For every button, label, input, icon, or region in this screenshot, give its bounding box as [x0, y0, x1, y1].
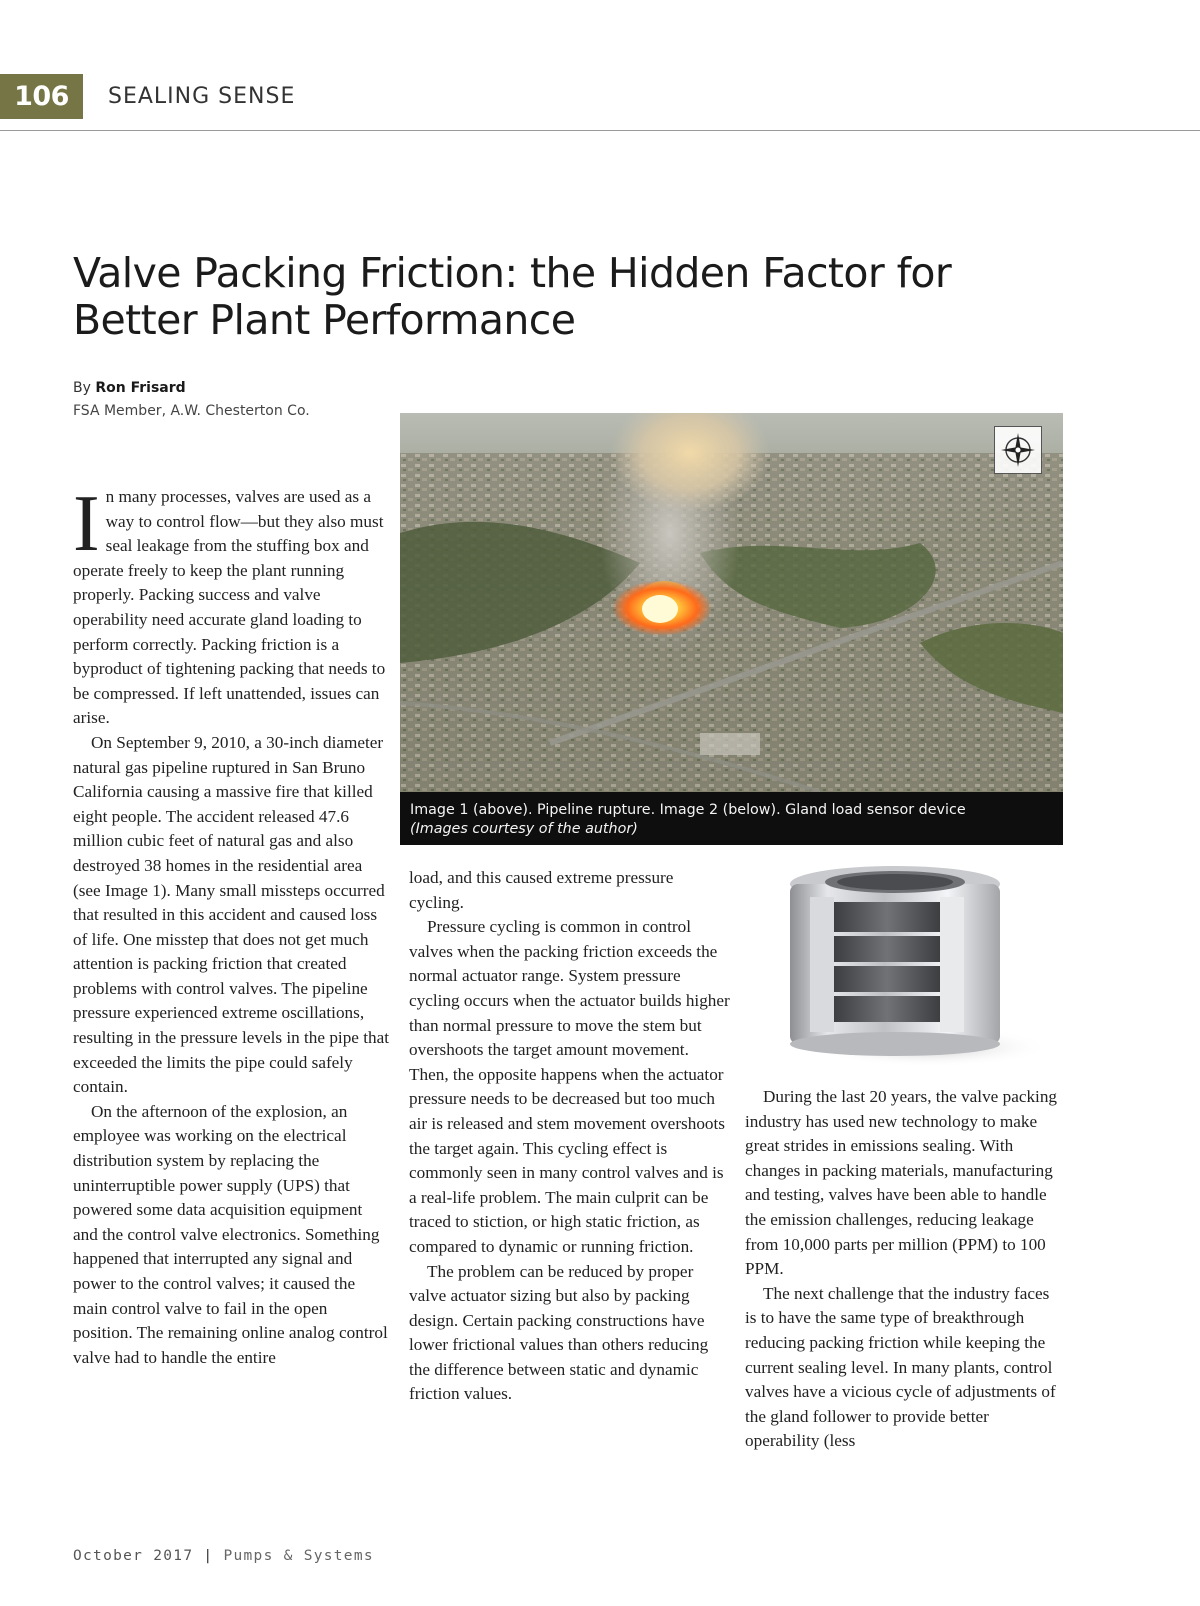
page-footer	[73, 1548, 374, 1564]
aerial-photo-pipeline-fire	[400, 413, 1063, 792]
gland-load-sensor-device-photo	[770, 862, 1050, 1072]
body-column-2	[409, 866, 731, 1407]
author-name: Ron Frisard	[95, 380, 186, 396]
compass-rose-icon	[994, 426, 1042, 474]
byline	[73, 380, 186, 396]
issue-date: October 2017	[73, 1548, 194, 1564]
caption-credit: (Images courtesy of the author)	[410, 821, 638, 837]
body-column-1	[73, 480, 391, 1370]
byline-prefix: By	[73, 380, 91, 396]
footer-separator: |	[203, 1548, 214, 1564]
paragraph: load, and this caused extreme pressure cycling.	[409, 868, 674, 912]
paragraph: On the afternoon of the explosion, an employee was working on the electrical distribution system by replacing the uninterruptible power supply (UPS) that powered some data acquisition equipment and the control valve electronics. Something happened that interrupted any signal and power to the control valves; it caused the main control valve to fail in the open position. The remaining online analog control valve had to handle the entire	[73, 1101, 388, 1367]
paragraph	[73, 480, 391, 731]
figure-caption	[400, 792, 1063, 845]
running-header	[0, 0, 1200, 132]
figure-pipeline-rupture	[400, 413, 1063, 845]
paragraph: The problem can be reduced by proper valve actuator sizing but also by packing design. Certain packing constructions have lower frictional values than others reducing the difference between static and dynamic friction values.	[409, 1261, 709, 1404]
publication-name: Pumps & Systems	[223, 1548, 374, 1564]
header-divider	[0, 130, 1200, 131]
article-title: Valve Packing Friction: the Hidden Factor for Better Plant Performance	[73, 249, 952, 344]
section-name: SEALING SENSE	[108, 84, 296, 109]
caption-text: Image 1 (above). Pipeline rupture. Image 2 (below). Gland load sensor device	[410, 802, 966, 818]
paragraph: Pressure cycling is common in control valves when the packing friction exceeds the normal actuator range. System pressure cycling occurs when the actuator builds higher than normal pressure to move the stem but overshoots the target amount movement. Then, the opposite happens when the actuator pressure needs to be decreased but too much air is released and stem movement overshoots the target again. This cycling effect is commonly seen in many control valves and is a real-life problem. The main culprit can be traced to stiction, or high static friction, as compared to dynamic or running friction.	[409, 917, 730, 1256]
author-affiliation: FSA Member, A.W. Chesterton Co.	[73, 403, 310, 419]
body-column-3	[745, 1085, 1060, 1454]
page-number: 106	[0, 74, 83, 119]
paragraph-text: n many processes, valves are used as a way to control flow—but they also must seal leakage from the stuffing box and operate freely to keep the plant running properly. Packing success and valve operability need accurate gland loading to perform correctly. Packing friction is a byproduct of tightening packing that needs to be compressed. If left unattended, issues can arise.	[73, 487, 386, 728]
paragraph: On September 9, 2010, a 30-inch diameter natural gas pipeline ruptured in San Bruno California causing a massive fire that killed eight people. The accident released 47.6 million cubic feet of natural gas and also destroyed 38 homes in the residential area (see Image 1). Many small missteps occurred that resulted in this accident and caused loss of life. One misstep that does not get much attention is packing friction that created problems with control valves. The pipeline pressure experienced extreme oscillations, resulting in the pressure levels in the pipe that exceeded the limits the pipe could safely contain.	[73, 732, 389, 1097]
drop-cap: I	[73, 480, 100, 568]
paragraph: The next challenge that the industry faces is to have the same type of breakthrough reducing packing friction while keeping the current sealing level. In many plants, control valves have a vicious cycle of adjustments of the gland follower to provide better operability (less	[745, 1283, 1056, 1451]
paragraph: During the last 20 years, the valve packing industry has used new technology to make great strides in emissions sealing. With changes in packing materials, manufacturing and testing, valves have been able to handle the emission challenges, reducing leakage from 10,000 parts per million (PPM) to 100 PPM.	[745, 1087, 1058, 1279]
